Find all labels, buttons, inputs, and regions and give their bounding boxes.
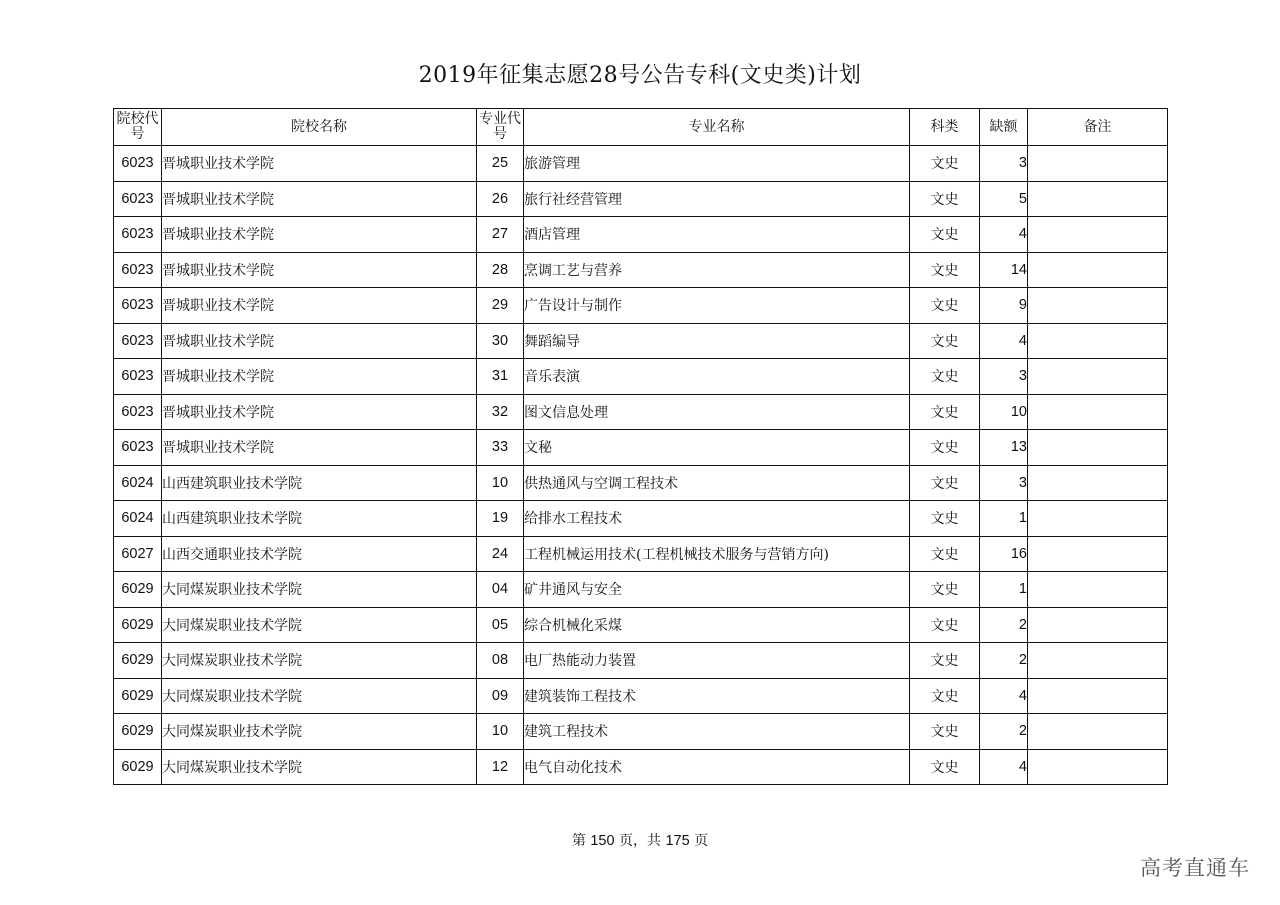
cell-school-name: 晋城职业技术学院: [162, 323, 477, 359]
cell-note: [1028, 394, 1168, 430]
footer-page-number: 150: [590, 833, 615, 849]
cell-school-code: 6023: [114, 252, 162, 288]
cell-school-code: 6029: [114, 714, 162, 750]
cell-school-code: 6023: [114, 181, 162, 217]
cell-major-code: 31: [477, 359, 524, 395]
cell-major-name: 电气自动化技术: [524, 749, 910, 785]
cell-note: [1028, 536, 1168, 572]
page-title: 2019年征集志愿28号公告专科(文史类)计划: [418, 63, 862, 88]
cell-major-name: 旅游管理: [524, 146, 910, 182]
cell-major-code: 28: [477, 252, 524, 288]
cell-school-name: 晋城职业技术学院: [162, 181, 477, 217]
cell-major-code: 30: [477, 323, 524, 359]
table-row: [114, 465, 1168, 501]
cell-major-code: 26: [477, 181, 524, 217]
cell-major-code: 10: [477, 465, 524, 501]
table-row: [114, 394, 1168, 430]
cell-school-name: 晋城职业技术学院: [162, 359, 477, 395]
table-row: [114, 323, 1168, 359]
table-row: [114, 359, 1168, 395]
cell-category: 文史: [910, 572, 980, 608]
cell-category: 文史: [910, 181, 980, 217]
cell-note: [1028, 146, 1168, 182]
cell-quota: 9: [980, 288, 1028, 324]
watermark: 高考直通车: [1140, 856, 1250, 880]
cell-major-name: 建筑工程技术: [524, 714, 910, 750]
cell-quota: 3: [980, 465, 1028, 501]
cell-school-code: 6029: [114, 749, 162, 785]
cell-school-code: 6023: [114, 359, 162, 395]
cell-school-code: 6029: [114, 678, 162, 714]
cell-major-name: 文秘: [524, 430, 910, 466]
cell-quota: 1: [980, 572, 1028, 608]
cell-note: [1028, 359, 1168, 395]
cell-quota: 2: [980, 714, 1028, 750]
footer-middle: 页，共: [614, 833, 666, 849]
cell-major-name: 电厂热能动力装置: [524, 643, 910, 679]
cell-school-code: 6023: [114, 217, 162, 253]
table-body: [114, 146, 1168, 785]
cell-note: [1028, 181, 1168, 217]
cell-note: [1028, 501, 1168, 537]
cell-school-name: 晋城职业技术学院: [162, 288, 477, 324]
table-row: [114, 714, 1168, 750]
cell-quota: 10: [980, 394, 1028, 430]
cell-quota: 3: [980, 359, 1028, 395]
cell-quota: 4: [980, 323, 1028, 359]
header-quota: 缺额: [980, 109, 1028, 146]
cell-quota: 14: [980, 252, 1028, 288]
cell-category: 文史: [910, 146, 980, 182]
header-school-name: 院校名称: [162, 109, 477, 146]
cell-school-name: 大同煤炭职业技术学院: [162, 714, 477, 750]
cell-school-name: 晋城职业技术学院: [162, 146, 477, 182]
header-note: 备注: [1028, 109, 1168, 146]
cell-major-code: 12: [477, 749, 524, 785]
cell-school-code: 6024: [114, 465, 162, 501]
cell-quota: 4: [980, 749, 1028, 785]
cell-school-name: 晋城职业技术学院: [162, 394, 477, 430]
table-row: [114, 572, 1168, 608]
cell-major-name: 综合机械化采煤: [524, 607, 910, 643]
cell-school-code: 6029: [114, 643, 162, 679]
cell-school-name: 晋城职业技术学院: [162, 217, 477, 253]
table-row: [114, 501, 1168, 537]
page-footer: [0, 830, 1280, 850]
cell-major-name: 工程机械运用技术(工程机械技术服务与营销方向): [524, 536, 910, 572]
cell-quota: 1: [980, 501, 1028, 537]
cell-note: [1028, 749, 1168, 785]
table-row: [114, 146, 1168, 182]
table-row: [114, 430, 1168, 466]
cell-category: 文史: [910, 749, 980, 785]
cell-note: [1028, 323, 1168, 359]
cell-category: 文史: [910, 323, 980, 359]
cell-major-name: 供热通风与空调工程技术: [524, 465, 910, 501]
cell-quota: 13: [980, 430, 1028, 466]
cell-school-name: 大同煤炭职业技术学院: [162, 572, 477, 608]
cell-category: 文史: [910, 678, 980, 714]
cell-major-name: 音乐表演: [524, 359, 910, 395]
footer-total-pages: 175: [665, 833, 690, 849]
cell-major-name: 舞蹈编导: [524, 323, 910, 359]
cell-major-name: 图文信息处理: [524, 394, 910, 430]
cell-note: [1028, 678, 1168, 714]
cell-category: 文史: [910, 430, 980, 466]
cell-quota: 2: [980, 607, 1028, 643]
cell-quota: 3: [980, 146, 1028, 182]
footer-suffix: 页: [689, 833, 709, 849]
cell-major-code: 08: [477, 643, 524, 679]
table-row: [114, 678, 1168, 714]
cell-note: [1028, 714, 1168, 750]
cell-school-code: 6029: [114, 607, 162, 643]
cell-school-code: 6027: [114, 536, 162, 572]
cell-major-code: 25: [477, 146, 524, 182]
header-major-code: 专业代号: [477, 109, 524, 146]
cell-school-code: 6024: [114, 501, 162, 537]
header-major-name: 专业名称: [524, 109, 910, 146]
cell-category: 文史: [910, 217, 980, 253]
cell-category: 文史: [910, 359, 980, 395]
cell-category: 文史: [910, 643, 980, 679]
cell-quota: 2: [980, 643, 1028, 679]
cell-category: 文史: [910, 394, 980, 430]
cell-school-name: 晋城职业技术学院: [162, 252, 477, 288]
cell-school-code: 6023: [114, 288, 162, 324]
table-row: [114, 217, 1168, 253]
cell-school-code: 6029: [114, 572, 162, 608]
cell-major-name: 给排水工程技术: [524, 501, 910, 537]
table-row: [114, 643, 1168, 679]
cell-school-name: 山西建筑职业技术学院: [162, 465, 477, 501]
cell-major-code: 27: [477, 217, 524, 253]
cell-school-name: 山西建筑职业技术学院: [162, 501, 477, 537]
cell-school-name: 大同煤炭职业技术学院: [162, 643, 477, 679]
footer-prefix: 第: [571, 833, 591, 849]
cell-school-name: 大同煤炭职业技术学院: [162, 749, 477, 785]
cell-major-code: 10: [477, 714, 524, 750]
cell-school-name: 大同煤炭职业技术学院: [162, 678, 477, 714]
cell-note: [1028, 572, 1168, 608]
cell-note: [1028, 430, 1168, 466]
cell-major-code: 32: [477, 394, 524, 430]
enrollment-plan-table: [113, 108, 1168, 785]
cell-school-code: 6023: [114, 323, 162, 359]
cell-major-code: 04: [477, 572, 524, 608]
cell-major-code: 09: [477, 678, 524, 714]
cell-major-code: 33: [477, 430, 524, 466]
cell-quota: 4: [980, 678, 1028, 714]
cell-note: [1028, 643, 1168, 679]
cell-major-name: 矿井通风与安全: [524, 572, 910, 608]
table-row: [114, 252, 1168, 288]
cell-major-name: 烹调工艺与营养: [524, 252, 910, 288]
cell-major-code: 05: [477, 607, 524, 643]
cell-school-name: 晋城职业技术学院: [162, 430, 477, 466]
cell-school-code: 6023: [114, 394, 162, 430]
cell-major-code: 24: [477, 536, 524, 572]
cell-major-name: 酒店管理: [524, 217, 910, 253]
cell-note: [1028, 288, 1168, 324]
cell-category: 文史: [910, 501, 980, 537]
cell-category: 文史: [910, 607, 980, 643]
cell-school-name: 大同煤炭职业技术学院: [162, 607, 477, 643]
cell-major-name: 旅行社经营管理: [524, 181, 910, 217]
header-school-code: 院校代号: [114, 109, 162, 146]
cell-note: [1028, 217, 1168, 253]
header-category: 科类: [910, 109, 980, 146]
cell-school-code: 6023: [114, 430, 162, 466]
cell-quota: 4: [980, 217, 1028, 253]
cell-school-code: 6023: [114, 146, 162, 182]
table-row: [114, 607, 1168, 643]
cell-category: 文史: [910, 714, 980, 750]
cell-quota: 16: [980, 536, 1028, 572]
cell-note: [1028, 252, 1168, 288]
cell-school-name: 山西交通职业技术学院: [162, 536, 477, 572]
table-row: [114, 536, 1168, 572]
cell-major-code: 29: [477, 288, 524, 324]
cell-category: 文史: [910, 536, 980, 572]
cell-note: [1028, 607, 1168, 643]
cell-category: 文史: [910, 465, 980, 501]
cell-note: [1028, 465, 1168, 501]
table-header-row: [114, 109, 1168, 146]
cell-category: 文史: [910, 252, 980, 288]
cell-major-name: 广告设计与制作: [524, 288, 910, 324]
table-row: [114, 749, 1168, 785]
table-row: [114, 181, 1168, 217]
table-row: [114, 288, 1168, 324]
cell-quota: 5: [980, 181, 1028, 217]
cell-major-code: 19: [477, 501, 524, 537]
cell-major-name: 建筑装饰工程技术: [524, 678, 910, 714]
cell-category: 文史: [910, 288, 980, 324]
